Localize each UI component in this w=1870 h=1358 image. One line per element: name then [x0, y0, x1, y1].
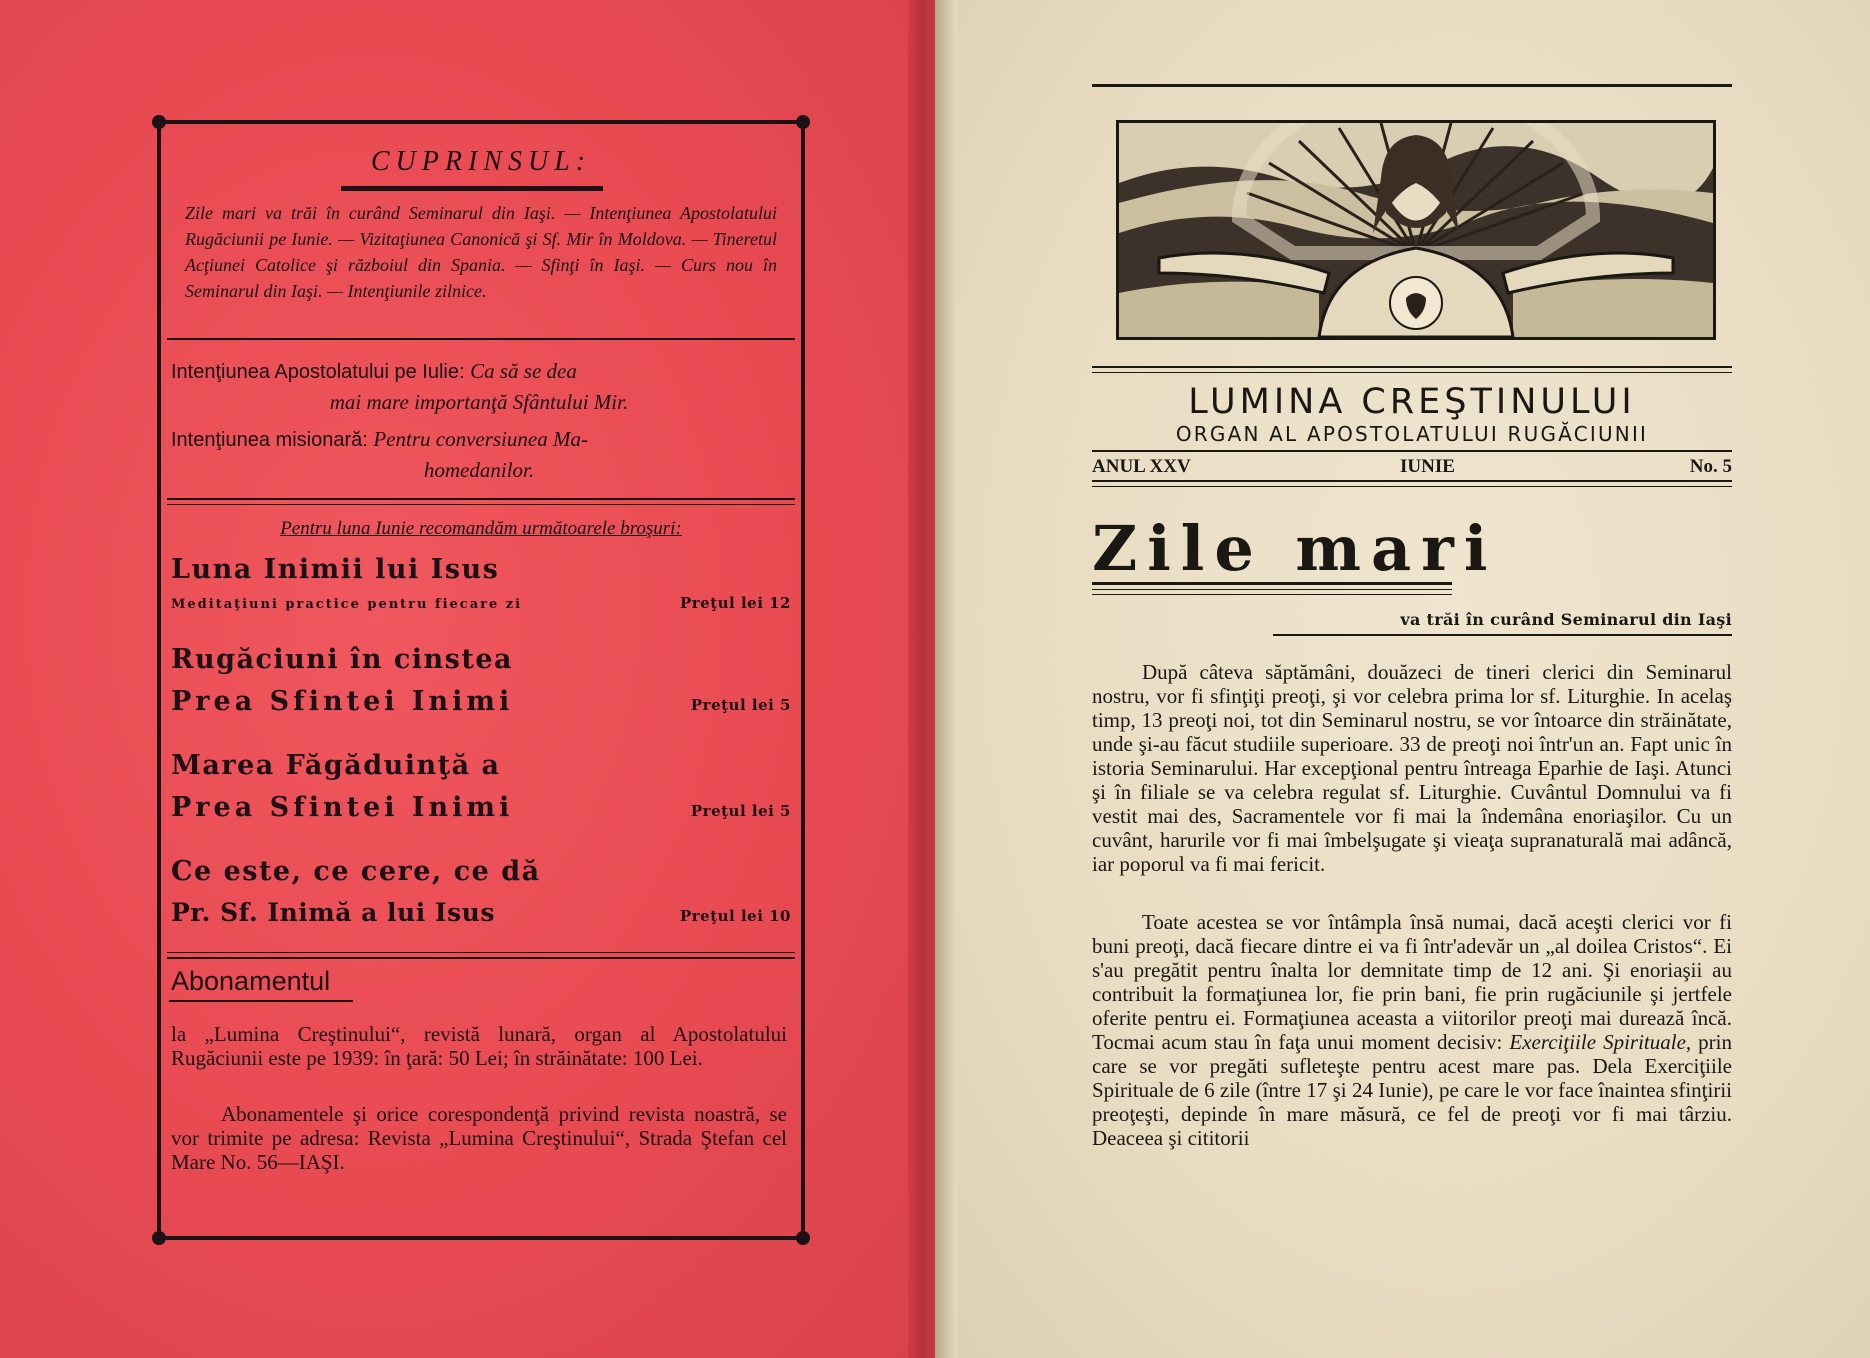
issue-rule	[1092, 480, 1732, 482]
page-spine-shadow	[935, 0, 957, 1358]
divider	[167, 957, 795, 959]
sacred-heart-illustration	[1116, 120, 1716, 340]
mission-block	[171, 424, 787, 485]
contents-text: Zile mari va trăi în curând Seminarul din Iaşi. — Intenţiunea Apostolatului Rugăciunii pe Iunie. — Vizitaţiunea Canonică şi Sf. Mir în Moldova. — Tineretul Acţiunei Catolice şi războiul din Spania. — Sfinţi în Iaşi. — Curs nou în Seminarul din Iaşi. — Intenţiunile zilnice.	[185, 203, 777, 301]
book2-price: Preţul lei 5	[690, 696, 791, 714]
subscription-title-rule	[169, 1000, 353, 1002]
article-subtitle: va trăi în curând Seminarul din Iaşi	[1400, 610, 1732, 629]
magazine-subtitle: ORGAN AL APOSTOLATULUI RUGĂCIUNII	[1175, 422, 1649, 446]
magazine-page	[935, 0, 1870, 1358]
book1-subtitle-row	[171, 594, 791, 612]
book3-line2: Prea Sfintei Inimi	[171, 792, 514, 823]
divider	[167, 498, 795, 500]
brochures-intro: Pentru luna Iunie recomandăm următoarele broşuri:	[280, 518, 682, 539]
article-paragraph-1: După câteva săptămâni, douăzeci de tineri clerici din Seminarul nostru, vor fi sfinţiţi preoţi, şi vor celebra prima lor sf. Liturghie. In acelaş timp, 13 preoţi noi, tot din Seminarul nostru, se vor întoarce din străinătate, unde şi-au făcut studiile superioare. 33 de preoţi noi într'un an. Fapt unic în istoria Seminarului. Har excepţional pentru întreaga Eparhie de Iaşi. Atunci şi în filiale se va celebra regulat sf. Liturghie. Cuvântul Domnului va fi vestit mai des, Sacramentele vor fi mai la îndemâna enoriaşilor. Cu un cuvânt, harurile vor fi mai îmbelşugate şi vieaţa supranaturală mai adâncă, iar poporul va fi mai fericit.	[1092, 660, 1732, 876]
issue-month: IUNIE	[1400, 456, 1455, 477]
book1-subtitle: Meditaţiuni practice pentru fiecare zi	[171, 597, 523, 612]
book1-title: Luna Inimii lui Isus	[171, 554, 500, 585]
frame-corner	[152, 1231, 166, 1245]
book2-line2: Prea Sfintei Inimi	[171, 686, 514, 717]
mission-text-2: homedanilor.	[423, 458, 535, 482]
book4-line2: Pr. Sf. Inimă a lui Isus	[171, 898, 495, 927]
masthead-rule	[1092, 366, 1732, 368]
contents-title: CUPRINSUL:	[370, 146, 592, 177]
article-title: Zile mari	[1092, 512, 1498, 585]
issue-year: ANUL XXV	[1092, 456, 1191, 477]
subscription-paragraph-1: la „Lumina Creştinului“, revistă lunară, organ al Apostolatului Rugăciunii este pe 1939: în ţară: 50 Lei; în străinătate: 100 Lei.	[171, 1022, 787, 1070]
subscription-paragraph-2: Abonamentele şi orice corespondenţă privind revista noastră, se vor trimite pe adresa: Revista „Lumina Creştinului“, Strada Ştefan cel Mare No. 56—IAŞI.	[171, 1102, 787, 1174]
book3-line1: Marea Făgăduinţă a	[171, 750, 501, 781]
cover-frame	[157, 120, 805, 1240]
masthead-rule	[1092, 372, 1732, 373]
mission-label: Intenţiunea misionară:	[171, 429, 368, 451]
frame-corner	[796, 115, 810, 129]
issue-rule	[1092, 450, 1732, 452]
article-paragraph-2: Toate acestea se vor întâmpla însă numai, dacă aceşti clerici vor fi buni preoţi, dacă fiecare dintre ei va fi într'adevăr un „al doilea Cristos“. Ei s'au pregătit pentru înalta lor demnitate timp de 12 ani. Şi enoriaşii au contribuit la formaţiunea lor, fie prin bani, fie prin rugăciunile şi jertfele oferite pentru ei. Formaţiunea aceasta a viitorilor preoţi mai durează încă. Tocmai acum stau în faţa unui moment decisiv: Exerciţiile Spirituale, prin care se vor pregăti sufleteşte pentru acest mare pas. Dela Exerciţiile Spirituale de 6 zile (între 17 şi 24 Iunie), pe care le vor face înaintea sfinţirii preoţeşti, depinde în mare măsură, ce fel de preoţi vor fi mai târziu. Deaceea şi cititorii	[1092, 910, 1732, 1150]
cover-edge	[908, 0, 935, 1358]
intention-label: Intenţiunea Apostolatului pe Iulie:	[171, 361, 465, 383]
book2-line2-row	[171, 686, 791, 717]
article-italic-phrase: Exerciţiile Spirituale,	[1509, 1030, 1692, 1054]
mission-text-1: Pentru conversiunea Ma-	[373, 427, 588, 451]
title-rule	[1092, 582, 1452, 585]
intention-text-2: mai mare importanţă Sfântului Mir.	[329, 390, 629, 414]
top-rule	[1092, 84, 1732, 87]
book3-line2-row	[171, 792, 791, 823]
divider	[167, 504, 795, 505]
frame-corner	[796, 1231, 810, 1245]
book1-price: Preţul lei 12	[679, 594, 791, 612]
title-rule	[1092, 589, 1452, 590]
issue-rule	[1092, 486, 1732, 487]
subscription-title: Abonamentul	[171, 966, 331, 996]
magazine-title: LUMINA CREŞTINULUI	[1188, 382, 1636, 422]
intention-text-1: Ca să se dea	[470, 359, 577, 383]
issue-number: No. 5	[1689, 456, 1732, 477]
title-rule	[1092, 594, 1452, 595]
intention-block	[171, 356, 787, 417]
book4-price: Preţul lei 10	[679, 907, 791, 925]
frame-corner	[152, 115, 166, 129]
subtitle-rule	[1273, 634, 1732, 636]
book4-line1: Ce este, ce cere, ce dă	[171, 856, 541, 887]
contents-title-rule	[341, 186, 603, 191]
sacred-heart-image-icon	[1119, 123, 1713, 337]
book3-price: Preţul lei 5	[690, 802, 791, 820]
book2-line1: Rugăciuni în cinstea	[171, 644, 514, 675]
divider	[167, 338, 795, 340]
book4-line2-row	[171, 898, 791, 927]
divider	[167, 952, 795, 953]
